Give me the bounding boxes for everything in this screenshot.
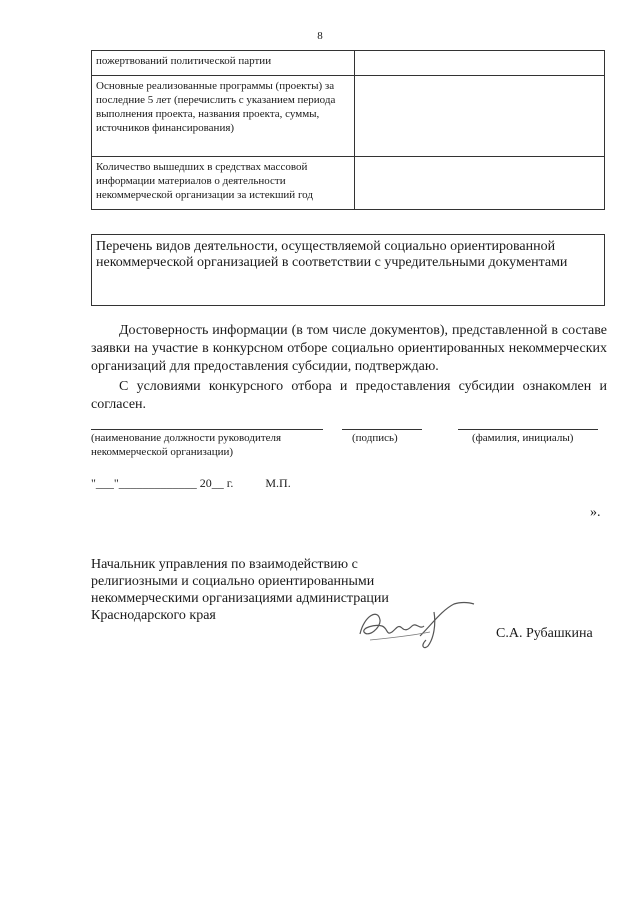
position-line[interactable] <box>91 429 323 430</box>
activities-box <box>91 234 605 306</box>
name-line[interactable] <box>458 429 598 430</box>
date-line <box>91 476 291 491</box>
signer-name: С.А. Рубашкина <box>496 626 593 641</box>
table-row <box>92 76 605 157</box>
page-number: 8 <box>317 30 323 42</box>
signature-caption: (подпись) <box>352 432 398 444</box>
organization-info-table <box>91 50 605 210</box>
handwritten-signature <box>350 596 480 652</box>
position-caption: (наименование должности руководителя некоммерческой организации) <box>91 432 282 458</box>
name-caption: (фамилия, инициалы) <box>472 432 574 444</box>
closing-mark: ». <box>590 505 601 520</box>
row-label-programs: Основные реализованные программы (проекты) за последние 5 лет (перечислить с указанием периода выполнения проекта, названия проекта, суммы, источников финансирования) <box>92 76 355 157</box>
row-label-media: Количество вышедших в средствах массовой информации материалов о деятельности некоммерческой организации за истекший год <box>92 157 355 210</box>
declaration-paragraph-accuracy: Достоверность информации (в том числе документов), представленной в составе заявки на участие в конкурсном отборе социально ориентированных некоммерческих организаций для предоставления субсидии, подтверждаю. <box>91 323 607 374</box>
table-row <box>92 157 605 210</box>
row-value-donations[interactable] <box>355 51 605 76</box>
declaration-paragraph-consent: С условиями конкурсного отбора и предоставления субсидии ознакомлен и согласен. <box>91 379 607 412</box>
official-title: Начальник управления по взаимодействию с религиозными и социально ориентированными некоммерческими организациями администрации Краснодарского края <box>91 557 389 623</box>
row-value-programs[interactable] <box>355 76 605 157</box>
table-row <box>92 51 605 76</box>
date-field[interactable]: "___"_____________ 20__ г. <box>91 476 234 490</box>
activities-label: Перечень видов деятельности, осуществляемой социально ориентированной некоммерческой организацией в соответствии с учредительными документами <box>96 239 568 270</box>
row-value-media[interactable] <box>355 157 605 210</box>
signature-line[interactable] <box>342 429 422 430</box>
stamp-placeholder: М.П. <box>265 476 291 490</box>
row-label-donations: пожертвований политической партии <box>92 51 355 76</box>
